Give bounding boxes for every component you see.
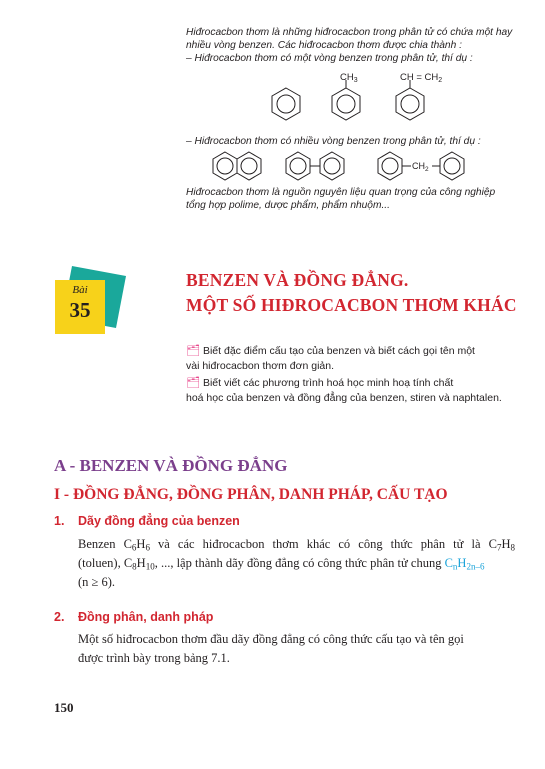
multi-ring-structures [200,148,500,188]
benzene-structure [272,88,300,120]
badge-number: 35 [69,298,91,322]
vinyl-label: CH = $CH_2$ [400,72,443,84]
badge-label: Bài [72,284,88,296]
toluene-structure [332,80,360,120]
lesson-title-line-2: MỘT SỐ HIĐROCACBON THƠM KHÁC [186,295,517,315]
single-ring-structures [260,72,500,132]
lesson-title-line-1: BENZEN VÀ ĐỒNG ĐẲNG. [186,270,409,290]
paragraph-isomers: Một số hiđrocacbon thơm đầu dãy đồng đẳng có công thức cấu tạo và tên gọi được trình bày trong bảng 7.1. [78,632,464,665]
general-formula: $C_nH_{2n-6}$ [444,556,485,572]
paragraph-homologous-series: Benzen $C_6H_6$ và các hiđrocacbon thơm khác có công thức phân tử là $C_7H_8$ (toluen), $C_8H_{10}$, ..., lập thành dãy đồng đẳng có công thức phân tử chung $C_nH_{2n-6}$ (n ≥ 6). [78,537,516,589]
subsection-1-heading: 1. Dãy đồng đẳng của benzen [54,514,240,528]
biphenyl-structure [286,152,344,180]
section-a-heading: A - BENZEN VÀ ĐỒNG ĐẲNG [54,456,288,475]
intro-paragraph-1: Hiđrocacbon thơm là những hiđrocacbon trong phân tử có chứa một hay nhiều vòng benzen. Các hiđrocacbon thơm được chia thành : – Hiđrocacbon thơm có một vòng benzen trong phân tử, thí dụ : [186,27,513,64]
methyl-label: $CH_3$ [340,72,358,84]
intro-paragraph-2: Hiđrocacbon thơm là nguồn nguyên liệu quan trọng của công nghiệp tổng hợp polime, dược phẩm, phẩm nhuộm... [186,187,496,211]
styrene-structure [396,80,424,120]
subsection-2-heading: 2. Đồng phân, danh pháp [54,610,214,624]
folder-icon: 🗂 [186,377,200,389]
methylene-label: $CH_2$ [412,161,429,173]
objective-2: 🗂 Biết viết các phương trình hoá học minh hoạ tính chất hoá học của benzen và đồng đẳng của benzen, stiren và naphtalen. [186,377,502,404]
section-i-heading: I - ĐỒNG ĐẲNG, ĐỒNG PHÂN, DANH PHÁP, CẤU TẠO [54,486,448,503]
folder-icon: 🗂 [186,345,200,357]
naphthalene-structure [213,152,261,180]
intro-bullet-2: – Hiđrocacbon thơm có nhiều vòng benzen trong phân tử, thí dụ : [186,136,481,147]
lesson-badge [52,262,132,338]
page-number: 150 [54,700,74,715]
objective-1: 🗂 Biết đặc điểm cấu tạo của benzen và biết cách gọi tên một vài hiđrocacbon thơm đơn giản. [186,345,475,372]
